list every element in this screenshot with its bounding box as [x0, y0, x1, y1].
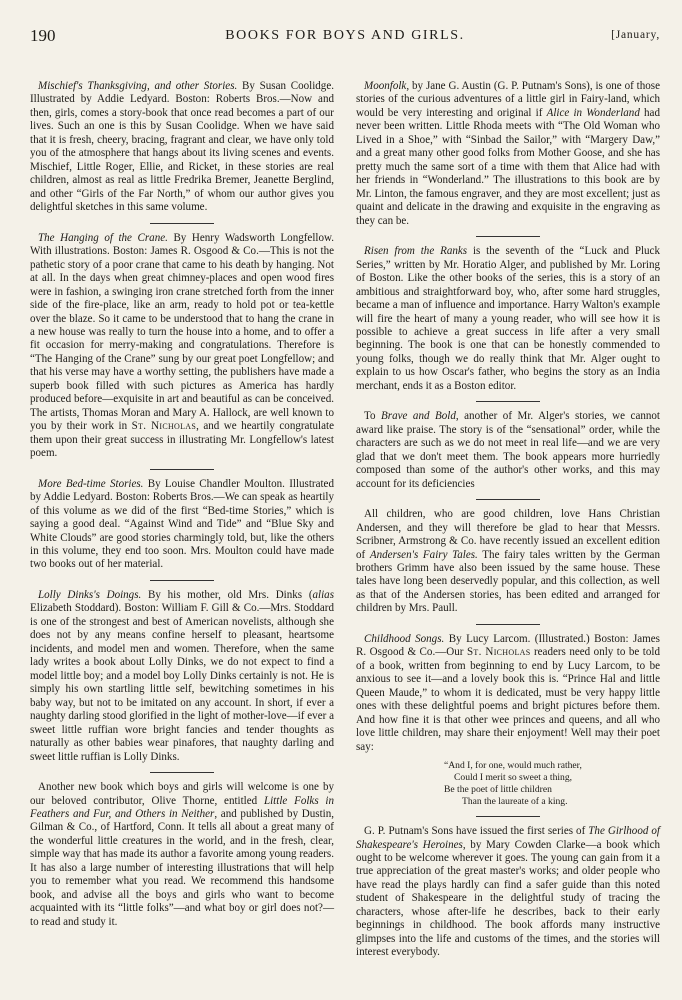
review-text: To: [364, 410, 382, 423]
book-title: Mischief's Thanksgiving, and other Stories.: [38, 80, 238, 92]
section-rule: [150, 580, 214, 581]
alias-word: alias: [312, 588, 334, 601]
review-text: By Lucy Larcom. (Illustrated.) Boston: James R. Osgood & Co.—Our: [356, 632, 660, 659]
section-rule: [476, 499, 540, 500]
section-rule: [150, 469, 214, 470]
review-text: by Jane G. Austin (G. P. Putnam's Sons), is one of those stories of the curious adventures of a little girl in Fairy-land, which would be very interesting and original if: [356, 80, 660, 119]
book-title: Moonfolk,: [364, 80, 410, 92]
review-text: Another new book which boys and girls will welcome is one by our beloved contributor, Olive Thorne, entitled: [30, 781, 334, 807]
issue-month: [January,: [611, 29, 660, 41]
book-title: Childhood Songs.: [364, 632, 445, 645]
section-rule: [150, 772, 214, 773]
poem-line: Could I merit so sweet a thing,: [454, 772, 573, 784]
section-rule: [150, 223, 214, 224]
poem-quote: [444, 760, 660, 808]
book-title: Little Folks in Feathers and Fur, and Others in Neither: [30, 794, 335, 820]
review-text: The fairy tales written by the German brothers Grimm have also been issued by the same house. These tales have long been deservedly popular, and this collection, as well as that of the Andersen stories, has been edited and arranged for children by Mrs. Paull.: [356, 548, 660, 615]
review-hanging-of-the-crane: [30, 232, 334, 461]
review-text: , by Mary Cowden Clarke—a book which ought to be welcome wherever it goes. The young can gain from it a true appreciation of the great master's works; and older people who have read the plays hardly can find a safer guide than this noted student of Shakespeare in the delightful study of tracing the characters, whose after-life he describes, back to their early beginnings in childhood. The book affords many instructive glimpses into the life and customs of the times, and the stories will interest everybody.: [356, 838, 660, 959]
review-brave-and-bold: [356, 410, 660, 491]
review-moonfolk: [356, 80, 660, 228]
section-rule: [476, 401, 540, 402]
book-title: Lolly Dinks's Doings.: [38, 588, 142, 601]
review-text: , and we heartily congratulate them upon their great success in illustrating Mr. Longfellow's latest poem.: [30, 420, 334, 460]
book-title: Andersen's Fairy Tales.: [369, 548, 478, 561]
review-andersens-fairy-tales: [356, 508, 660, 616]
book-title: Alice in Wonderland: [546, 106, 640, 119]
left-column: [30, 80, 334, 960]
running-header: [30, 26, 660, 48]
section-rule: [476, 816, 540, 817]
review-text: G. P. Putnam's Sons have issued the first series of: [364, 825, 589, 838]
review-more-bedtime-stories: [30, 478, 334, 572]
review-text: By Susan Coolidge. Illustrated by Addie Ledyard. Boston: Roberts Bros.—Now and then, girls, comes a story-book that once read becomes a part of our lives. Such an one is this by Susan Coolidge. When we have said that it is fresh, cheery, bracing, fragrant and clear, we have only told you of the atmosphere that hangs about its living scenes and events. Mischief, Little Roger, Ellie, and Ricket, in these stories are real children, almost as real as little Fredrika Bremer, Jeanette Berglind, and other “Girls of the Far North,” of whom our author gives you delightful sketches in this same volume.: [30, 80, 334, 214]
review-text: By his mother, old Mrs. Dinks (: [141, 588, 313, 601]
poem-line: Than the laureate of a king.: [462, 796, 568, 808]
review-text: Elizabeth Stoddard). Boston: William F. Gill & Co.—Mrs. Stoddard is one of the strongest and best of American novelists, although she does not by any means confine herself to pleasant, heartsome incidents, and model men and women. Therefore, when the same lady writes a book about Lolly Dinks, we do not expect to find a model little boy; and a model boy Lolly Dinks certainly is not. He is simply his own startling little self, bewitching sometimes in his baby way, but not to be imitated on any account. In short, if ever a naughty darling stood glorified in the light of mother-love—if ever a sweet little ruffian wore bright fancies and tender thoughts as naturally as other babies wear pinafores, that naughty darling and sweet little ruffian is Lolly Dinks.: [30, 602, 334, 763]
book-title: The Girlhood of Shakespeare's Heroines: [356, 825, 660, 851]
review-text: , another of Mr. Alger's stories, we cannot award like praise. The story is of the “sensational” order, while the characters are such as we do not meet in real life—and we are very glad that we don't meet them. The book appears more hurriedly composed than some of the author's other works, and this may account for its deficiencies: [356, 410, 660, 490]
book-title: More Bed-time Stories.: [38, 477, 144, 490]
review-text: had never been written. Little Rhoda meets with “The Old Woman who Lived in a Shoe,” with “Sinbad the Sailor,” with “Margery Daw,” and a great many other good folks from Mother Goose, and she has pretty much the same sort of a time with them that Alice had with her friends in “Wonderland.” The illustrations to this book are by Mr. Linton, the famous engraver, and they are most excellent; just as quaint and delicate in the drawing and exquisite in the engraving as they can be.: [356, 106, 660, 227]
review-text: All children, who are good children, love Hans Christian Andersen, and they will therefore be glad to hear that Messrs. Scribner, Armstrong & Co. have recently issued an excellent edition of: [356, 508, 660, 561]
review-risen-from-the-ranks: [356, 245, 660, 393]
section-rule: [476, 236, 540, 237]
review-girlhood-of-shakespeares-heroines: [356, 825, 660, 960]
poem-line: Be the poet of little children: [444, 784, 552, 796]
magazine-name: St. Nicholas: [466, 646, 531, 659]
review-text: , and published by Dustin, Gilman & Co., of Hartford, Conn. It tells all about a great many of the wonderful little creatures in the world, and in the fresh, clear, simple way that has made its author a favorite among young readers. It has also a large number of interesting illustrations that will help you to remember what you read. We recommend this handsome book, and advise all the boys and girls who want to become acquainted with its “little folks”—and what boy or girl does not?—to read and study it.: [30, 807, 334, 928]
review-lolly-dinks: [30, 589, 334, 764]
running-title: BOOKS FOR BOYS AND GIRLS.: [225, 28, 465, 43]
poem-line: “And I, for one, would much rather,: [444, 760, 582, 772]
page-number: 190: [30, 26, 56, 45]
magazine-name: St. Nicholas: [131, 420, 197, 433]
right-column: [356, 80, 660, 960]
review-text: is the seventh of the “Luck and Pluck Series,” written by Mr. Horatio Alger, and published by Mr. Loring of Boston. Like the other books of the series, this is a story of an ambitious and straightforward boy, who, after some hard struggles, became a man of influence and importance. Harry Walton's example will fire the heart of many a young reader, who will see how it is possible to achieve a great success in life after a very small beginning. The book is one that can be honestly commended to young folks, though we do really think that Mr. Alger ought to explain to us how Oscar's father, who begins the story as an India merchant, ends it as a Boston editor.: [356, 245, 660, 392]
review-childhood-songs: [356, 633, 660, 754]
review-little-folks-in-feathers: [30, 781, 334, 929]
review-text: By Henry Wadsworth Longfellow. With illustrations. Boston: James R. Osgood & Co.—This is not the pathetic story of a poor crane that came to his death by hanging. Not at all. In the days when great chimney-places and open wood fires were in fashion, a swinging iron crane stretched forth from the inner side of the fire-place, like an arm, ready to hold pot or tea-kettle over the blaze. So it came to be understood that to hang the crane in a new house was really to turn the house into a home, and to offer a fit occasion for merry-making and congratulations. Therefore is “The Hanging of the Crane” sung by our great poet Longfellow; and that his verse may have a worthy setting, the publishers have made a superb book filled with such pictures as America has hardly produced before—exquisite in art and beautiful as can be conceived. The artists, Thomas Moran and Mary A. Hallock, are well known to you by their work in: [30, 231, 334, 433]
section-rule: [476, 624, 540, 625]
review-mischiefs-thanksgiving: [30, 80, 334, 215]
review-text: readers need only to be told of a book, written from beginning to end by Lucy Larcom, to be anxious to see it—and a lovely book this is. “Prince Hal and little Queen Maude,” to whom it is dedicated, must be very happy little ones with these delightful poems and bright pictures before them. And how fine it is that other wee princes and queens, and all who love little children, may share their enjoyment! Well may their poet say:: [356, 646, 660, 753]
review-text: By Louise Chandler Moulton. Illustrated by Addie Ledyard. Boston: Roberts Bros.—We can speak as heartily of this volume as we did of the first “Bed-time Stories,” which is saying a good deal. “Against Wind and Tide” and “Blue Sky and White Clouds” are good stories charmingly told, but, like the others in this volume, they end too soon. Mrs. Moulton could have made two books out of her material.: [30, 477, 334, 571]
two-column-body: [30, 80, 660, 960]
book-title: The Hanging of the Crane.: [38, 231, 168, 244]
book-title: Risen from the Ranks: [364, 245, 468, 258]
book-title: Brave and Bold: [381, 410, 456, 423]
